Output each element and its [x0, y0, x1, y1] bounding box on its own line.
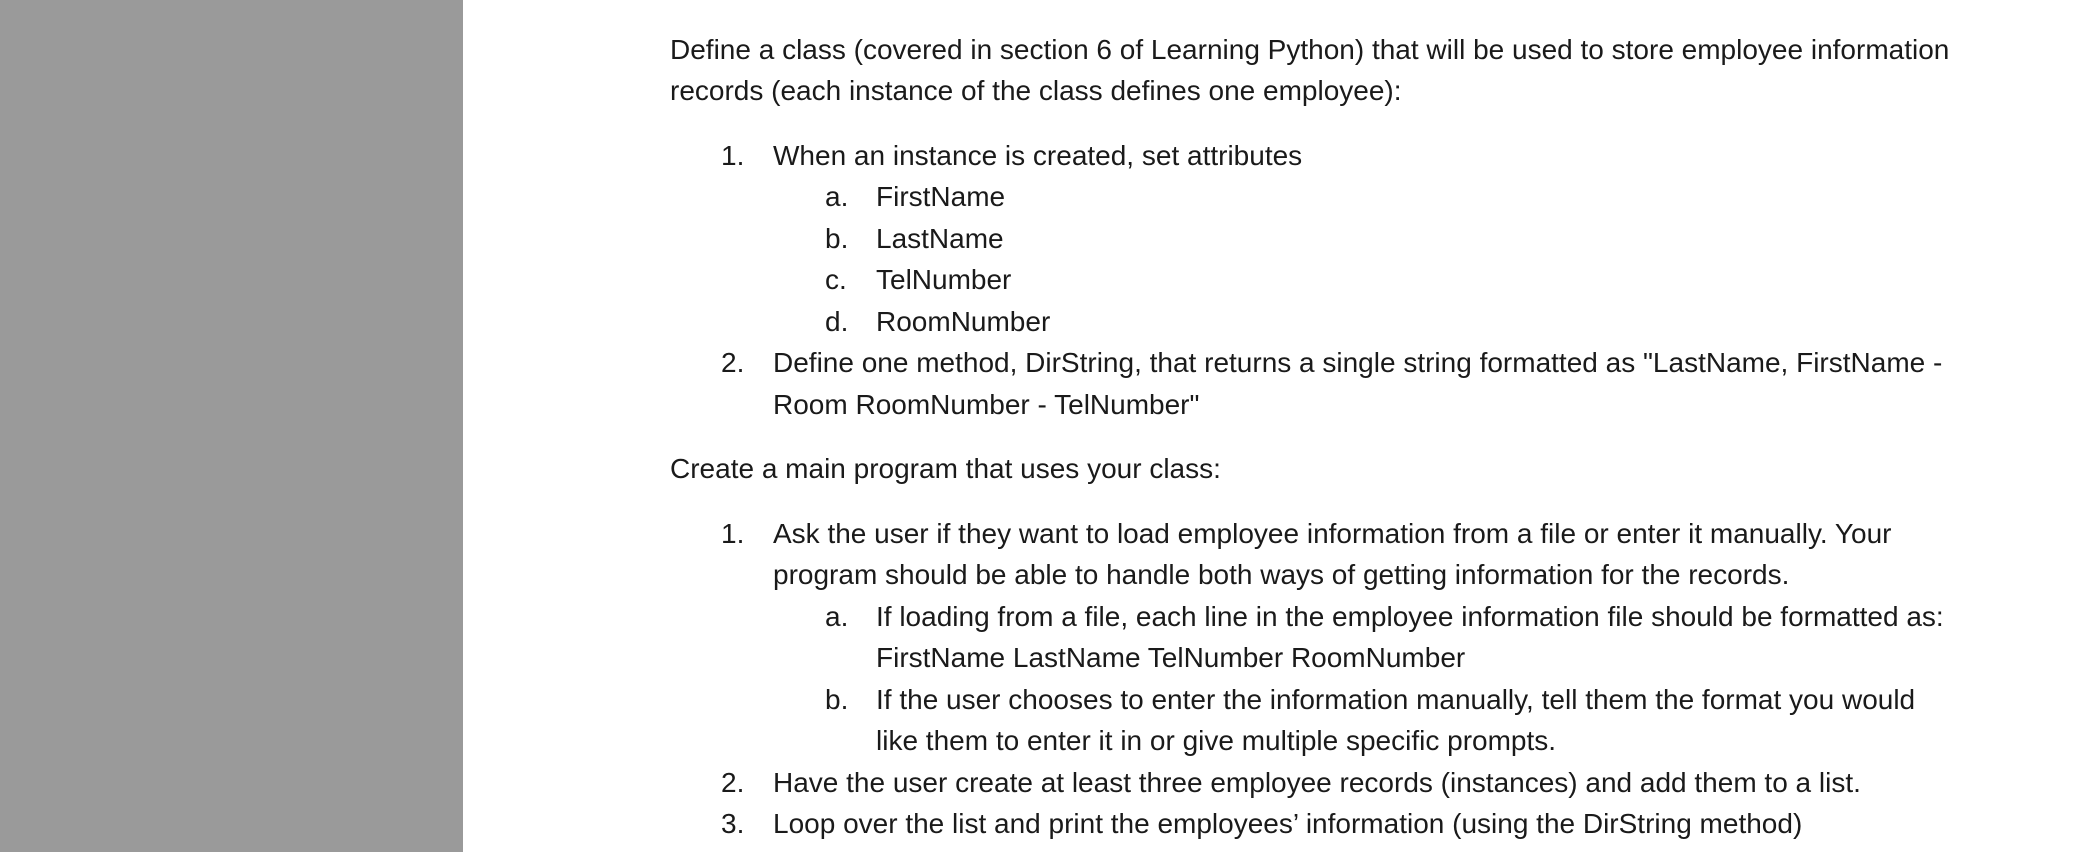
intro-line-1: Define a class (covered in section 6 of Learning Python) that will be used to store employee information [670, 34, 1950, 65]
main-sub-a-line-2: FirstName LastName TelNumber RoomNumber [876, 642, 1466, 673]
main-list-item-3: Loop over the list and print the employees’ information (using the DirString method) [773, 808, 1803, 839]
attr-lastname: LastName [876, 223, 1004, 254]
main-list-item-1-line-2: program should be able to handle both ways of getting information for the records. [773, 559, 1790, 590]
main-sub-b-line-2: like them to enter it in or give multiple specific prompts. [876, 725, 1557, 756]
attr-marker-b: b. [825, 223, 849, 254]
attr-firstname: FirstName [876, 181, 1006, 212]
left-gray-margin [0, 0, 463, 852]
main-list-marker-3: 3. [721, 808, 745, 839]
attr-marker-a: a. [825, 181, 849, 212]
main-list-marker-2: 2. [721, 767, 745, 798]
main-sub-a-line-1: If loading from a file, each line in the employee information file should be formatted as: [876, 601, 1944, 632]
attr-marker-c: c. [825, 264, 847, 295]
attr-roomnumber: RoomNumber [876, 306, 1051, 337]
class-list-marker-2: 2. [721, 347, 745, 378]
class-list-item-2-line-2: Room RoomNumber - TelNumber" [773, 389, 1200, 420]
class-list-marker-1: 1. [721, 140, 745, 171]
class-list-item-2-line-1: Define one method, DirString, that returns a single string formatted as "LastName, FirstName - [773, 347, 1943, 378]
main-program-heading: Create a main program that uses your class: [670, 453, 1221, 484]
main-list-item-1-line-1: Ask the user if they want to load employee information from a file or enter it manually. Your [773, 518, 1892, 549]
intro-line-2: records (each instance of the class defines one employee): [670, 75, 1402, 106]
main-list-item-2: Have the user create at least three employee records (instances) and add them to a list. [773, 767, 1861, 798]
main-sub-b-line-1: If the user chooses to enter the information manually, tell them the format you would [876, 684, 1916, 715]
attr-marker-d: d. [825, 306, 849, 337]
main-sub-marker-b: b. [825, 684, 849, 715]
document-page[interactable] [463, 0, 2090, 852]
attr-telnumber: TelNumber [876, 264, 1012, 295]
class-list-item-1: When an instance is created, set attributes [773, 140, 1303, 171]
main-sub-marker-a: a. [825, 601, 849, 632]
main-list-marker-1: 1. [721, 518, 745, 549]
